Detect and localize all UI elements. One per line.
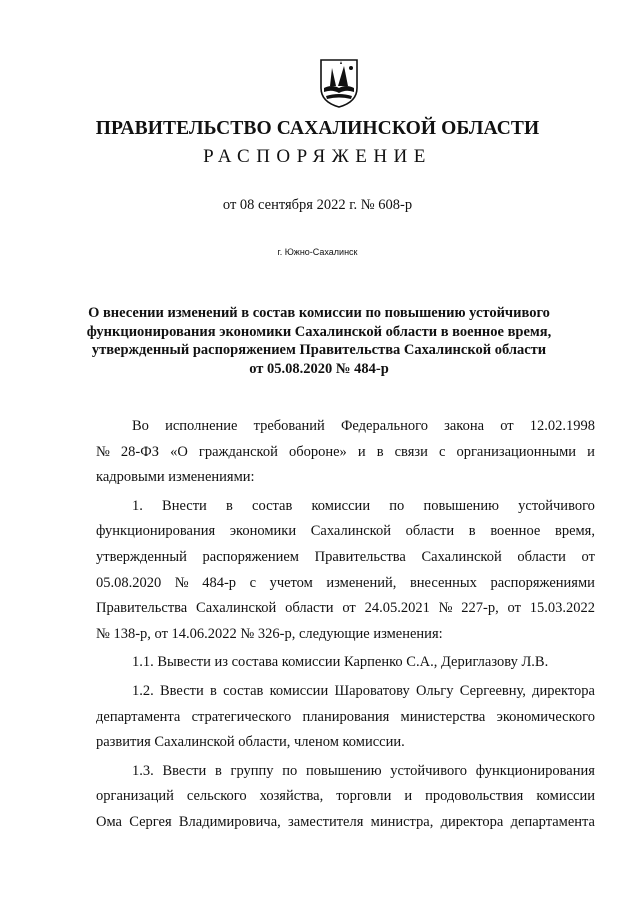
title-line: функционирования экономики Сахалинской области в военное время, [86,323,552,340]
word: от [500,418,514,434]
text-line [96,440,595,466]
word: № [438,600,453,617]
word: 05.08.2020 [96,574,162,591]
word: заместителя [288,813,364,830]
word: от [581,548,595,565]
word: Правительства [314,548,406,565]
text-line: развития Сахалинской области, членом комиссии. [96,734,405,751]
document-city: г. Южно-Сахалинск [277,247,358,257]
word: департамента [96,708,181,725]
word: Ввести [159,682,204,699]
text-line [96,810,595,836]
word: министерства [400,708,486,725]
word: 12.02.1998 [529,418,595,434]
word: 28-ФЗ [120,443,159,460]
word: и [357,443,366,460]
word: повышению [423,497,499,514]
word: Ольгу [415,682,454,699]
word: и [587,443,595,460]
word: повышению [306,762,382,779]
sakhalin-coat-of-arms-icon [318,58,360,108]
word: от [507,600,521,617]
word: директора [440,813,504,830]
paragraph-item-1 [96,494,595,648]
word: 1.2. [132,682,154,699]
text-line [96,705,595,731]
word: связи [394,443,428,460]
word: 15.03.2022 [529,600,595,617]
word: Владимировича, [178,813,281,830]
word: Сахалинской [196,600,277,617]
word: хозяйства, [259,788,324,805]
word: распоряжением [202,548,299,565]
word: устойчивого [518,497,595,514]
text-line: кадровыми изменениями: [96,469,255,486]
text-line: № 138-р, от 14.06.2022 № 326-р, следующие изменения: [96,625,443,642]
word: области [405,523,455,540]
paragraph-item-1-1 [96,650,595,676]
word: министра, [370,813,434,830]
word: директора [532,682,595,699]
word: области [517,548,566,565]
title-line: от 05.08.2020 № 484-р [249,360,389,377]
word: в [225,497,233,514]
word: «О [170,443,188,460]
word: продовольствия [425,788,524,805]
word: № [96,443,110,460]
word: 1. [132,497,143,514]
word: № [174,574,189,591]
word: 24.05.2021 [364,600,430,617]
word: учетом [269,574,313,591]
word: Внести [162,497,207,514]
word: от [342,600,356,617]
word: устойчивого [390,762,468,779]
word: в [376,443,384,460]
word: Сергея [129,813,172,830]
word: с [438,443,446,460]
word: утвержденный [96,548,187,565]
word: Правительства [96,600,188,617]
word: организационными [456,443,577,460]
document-type: РАСПОРЯЖЕНИЕ [203,146,432,167]
text-line [96,759,595,785]
paragraph-preamble [96,414,595,491]
document-date-number: от 08 сентября 2022 г. № 608-р [222,197,413,213]
word: изменений, [326,574,397,591]
word: области [285,600,334,617]
paragraph-item-1-2 [96,679,595,756]
word: Ома [96,813,122,830]
title-line: О внесении изменений в состав комиссии по повышению устойчивого [88,305,550,321]
word: экономического [496,708,595,725]
word: комиссии [311,497,371,514]
word: Сахалинской [310,523,391,540]
text-line: 1.1. Вывести из состава комиссии Карпенко С.А., Дериглазову Л.В. [132,654,549,671]
word: состав [223,682,264,699]
word: военное [490,523,541,540]
document-body [96,414,595,839]
word: Сахалинской [421,548,502,565]
word: время, [554,523,595,540]
word: в [209,682,217,699]
word: требований [253,418,325,434]
word: комиссии [269,682,329,699]
word: экономики [229,523,297,540]
word: Ввести [162,762,207,779]
word: 227-р, [461,600,499,617]
word: функционирования [475,762,595,779]
word: департамента [510,813,595,830]
word: 1.3. [132,762,154,779]
word: группу [230,762,274,779]
word: организаций [96,788,174,805]
word: по [282,762,298,779]
word: Шароватову [334,682,410,699]
paragraph-item-1-3 [96,759,595,836]
word: по [389,497,405,514]
word: гражданской [198,443,278,460]
word: комиссии [536,788,595,805]
word: в [214,762,222,779]
word: 484-р [202,574,237,591]
text-line [96,519,595,545]
word: состав [252,497,293,514]
word: Сергеевну, [459,682,526,699]
word: исполнение [165,418,238,434]
text-line [96,414,595,440]
word: закона [444,418,485,434]
word: стратегического [191,708,292,725]
text-line [96,679,595,705]
word: торговли [336,788,392,805]
word: в [468,523,476,540]
text-line [96,545,595,571]
text-line [96,784,595,810]
word: Во [132,418,149,434]
text-line [96,596,595,622]
word: с [249,574,257,591]
word: распоряжениями [490,574,595,591]
organization-name: ПРАВИТЕЛЬСТВО САХАЛИНСКОЙ ОБЛАСТИ [95,118,540,139]
word: Федерального [340,418,428,434]
document-title [80,304,558,378]
text-line [96,571,595,597]
text-line [96,494,595,520]
word: сельского [186,788,247,805]
word: внесенных [409,574,477,591]
title-line: утвержденный распоряжением Правительства Сахалинской области [91,342,547,358]
word: функционирования [96,523,216,540]
word: обороне» [288,443,347,460]
word: и [404,788,413,805]
word: планирования [302,708,390,725]
